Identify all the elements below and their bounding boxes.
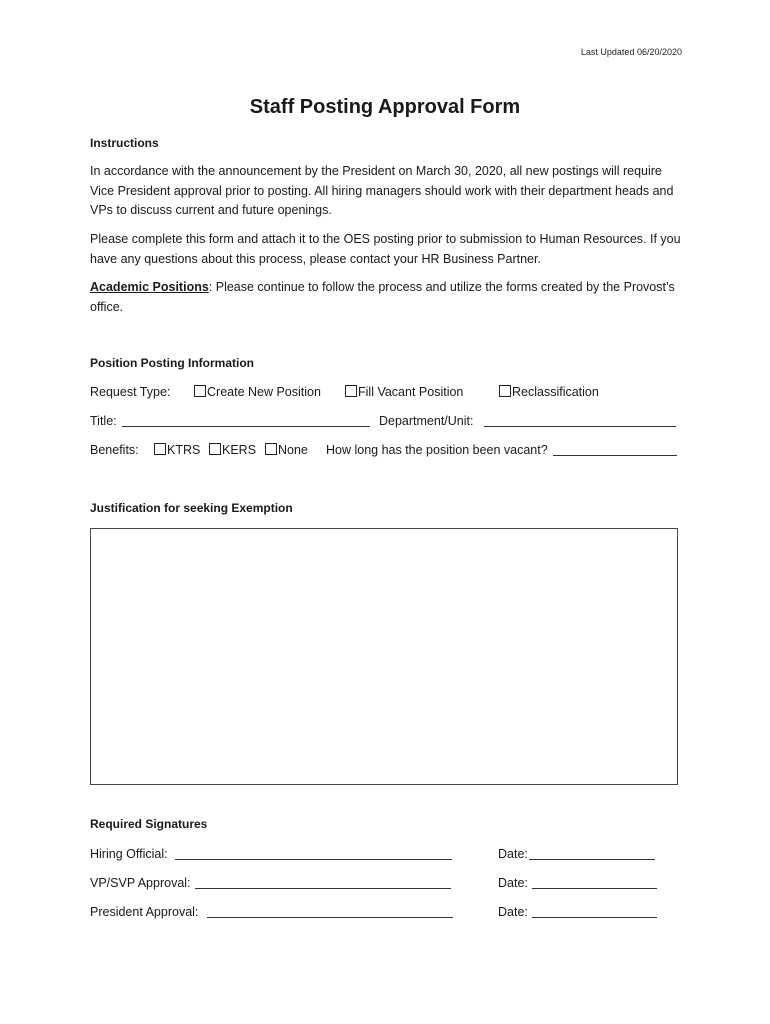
hiring-official-signature-field[interactable] bbox=[175, 847, 452, 860]
vp-approval-label: VP/SVP Approval: bbox=[90, 876, 191, 890]
hiring-date-label: Date: bbox=[498, 847, 528, 861]
option-kers[interactable] bbox=[209, 440, 256, 460]
create-new-position-checkbox[interactable] bbox=[194, 385, 206, 397]
department-field[interactable] bbox=[484, 414, 676, 427]
justification-heading: Justification for seeking Exemption bbox=[90, 501, 293, 515]
page-title: Staff Posting Approval Form bbox=[249, 96, 521, 118]
option-reclassification[interactable] bbox=[499, 382, 599, 402]
vp-date-field[interactable] bbox=[532, 876, 657, 889]
kers-label: KERS bbox=[222, 443, 257, 457]
option-fill-vacant-position[interactable] bbox=[345, 382, 463, 402]
justification-textbox[interactable] bbox=[90, 528, 678, 785]
hiring-official-label: Hiring Official: bbox=[90, 847, 168, 861]
reclassification-checkbox[interactable] bbox=[499, 385, 511, 397]
signatures-heading: Required Signatures bbox=[90, 817, 208, 831]
request-type-label: Request Type: bbox=[90, 385, 171, 399]
reclassification-label: Reclassification bbox=[512, 385, 599, 399]
none-checkbox[interactable] bbox=[265, 443, 277, 455]
vacant-duration-label: How long has the position been vacant? bbox=[326, 443, 548, 457]
ktrs-label: KTRS bbox=[167, 443, 201, 457]
option-create-new-position[interactable] bbox=[194, 382, 321, 402]
academic-positions-note bbox=[90, 278, 688, 317]
vp-approval-row bbox=[90, 873, 680, 893]
vacant-duration-field[interactable] bbox=[553, 443, 677, 456]
instructions-paragraph-2: Please complete this form and attach it to the OES posting prior to submission to Human Resources. If you have any questions about this process, please contact your HR Business Partner. bbox=[90, 232, 681, 266]
fill-vacant-position-checkbox[interactable] bbox=[345, 385, 357, 397]
vp-approval-signature-field[interactable] bbox=[195, 876, 451, 889]
hiring-date-field[interactable] bbox=[529, 847, 655, 860]
president-date-label: Date: bbox=[498, 905, 528, 919]
president-approval-label: President Approval: bbox=[90, 905, 199, 919]
fill-vacant-position-label: Fill Vacant Position bbox=[358, 385, 464, 399]
title-department-row bbox=[90, 411, 680, 431]
instructions-paragraph-1: In accordance with the announcement by the President on March 30, 2020, all new postings will require Vice President approval prior to posting. All hiring managers should work with their department heads and VPs to discuss current and future openings. bbox=[90, 164, 674, 217]
kers-checkbox[interactable] bbox=[209, 443, 221, 455]
instructions-heading: Instructions bbox=[90, 136, 159, 150]
create-new-position-label: Create New Position bbox=[207, 385, 321, 399]
option-ktrs[interactable] bbox=[154, 440, 200, 460]
academic-positions-label: Academic Positions bbox=[90, 280, 209, 294]
ktrs-checkbox[interactable] bbox=[154, 443, 166, 455]
department-label: Department/Unit: bbox=[379, 414, 474, 428]
benefits-label: Benefits: bbox=[90, 443, 139, 457]
option-none[interactable] bbox=[265, 440, 308, 460]
president-approval-row bbox=[90, 902, 680, 922]
title-field[interactable] bbox=[122, 414, 370, 427]
president-date-field[interactable] bbox=[532, 905, 657, 918]
benefits-row bbox=[90, 440, 680, 460]
none-label: None bbox=[278, 443, 308, 457]
vp-date-label: Date: bbox=[498, 876, 528, 890]
last-updated-text: Last Updated 06/20/2020 bbox=[580, 47, 682, 57]
academic-positions-text: : Please continue to follow the process and utilize the forms created by the Provost’s office. bbox=[90, 280, 675, 314]
title-label: Title: bbox=[90, 414, 117, 428]
request-type-row bbox=[90, 382, 680, 402]
hiring-official-row bbox=[90, 844, 680, 864]
president-approval-signature-field[interactable] bbox=[207, 905, 453, 918]
position-info-heading: Position Posting Information bbox=[90, 356, 254, 370]
